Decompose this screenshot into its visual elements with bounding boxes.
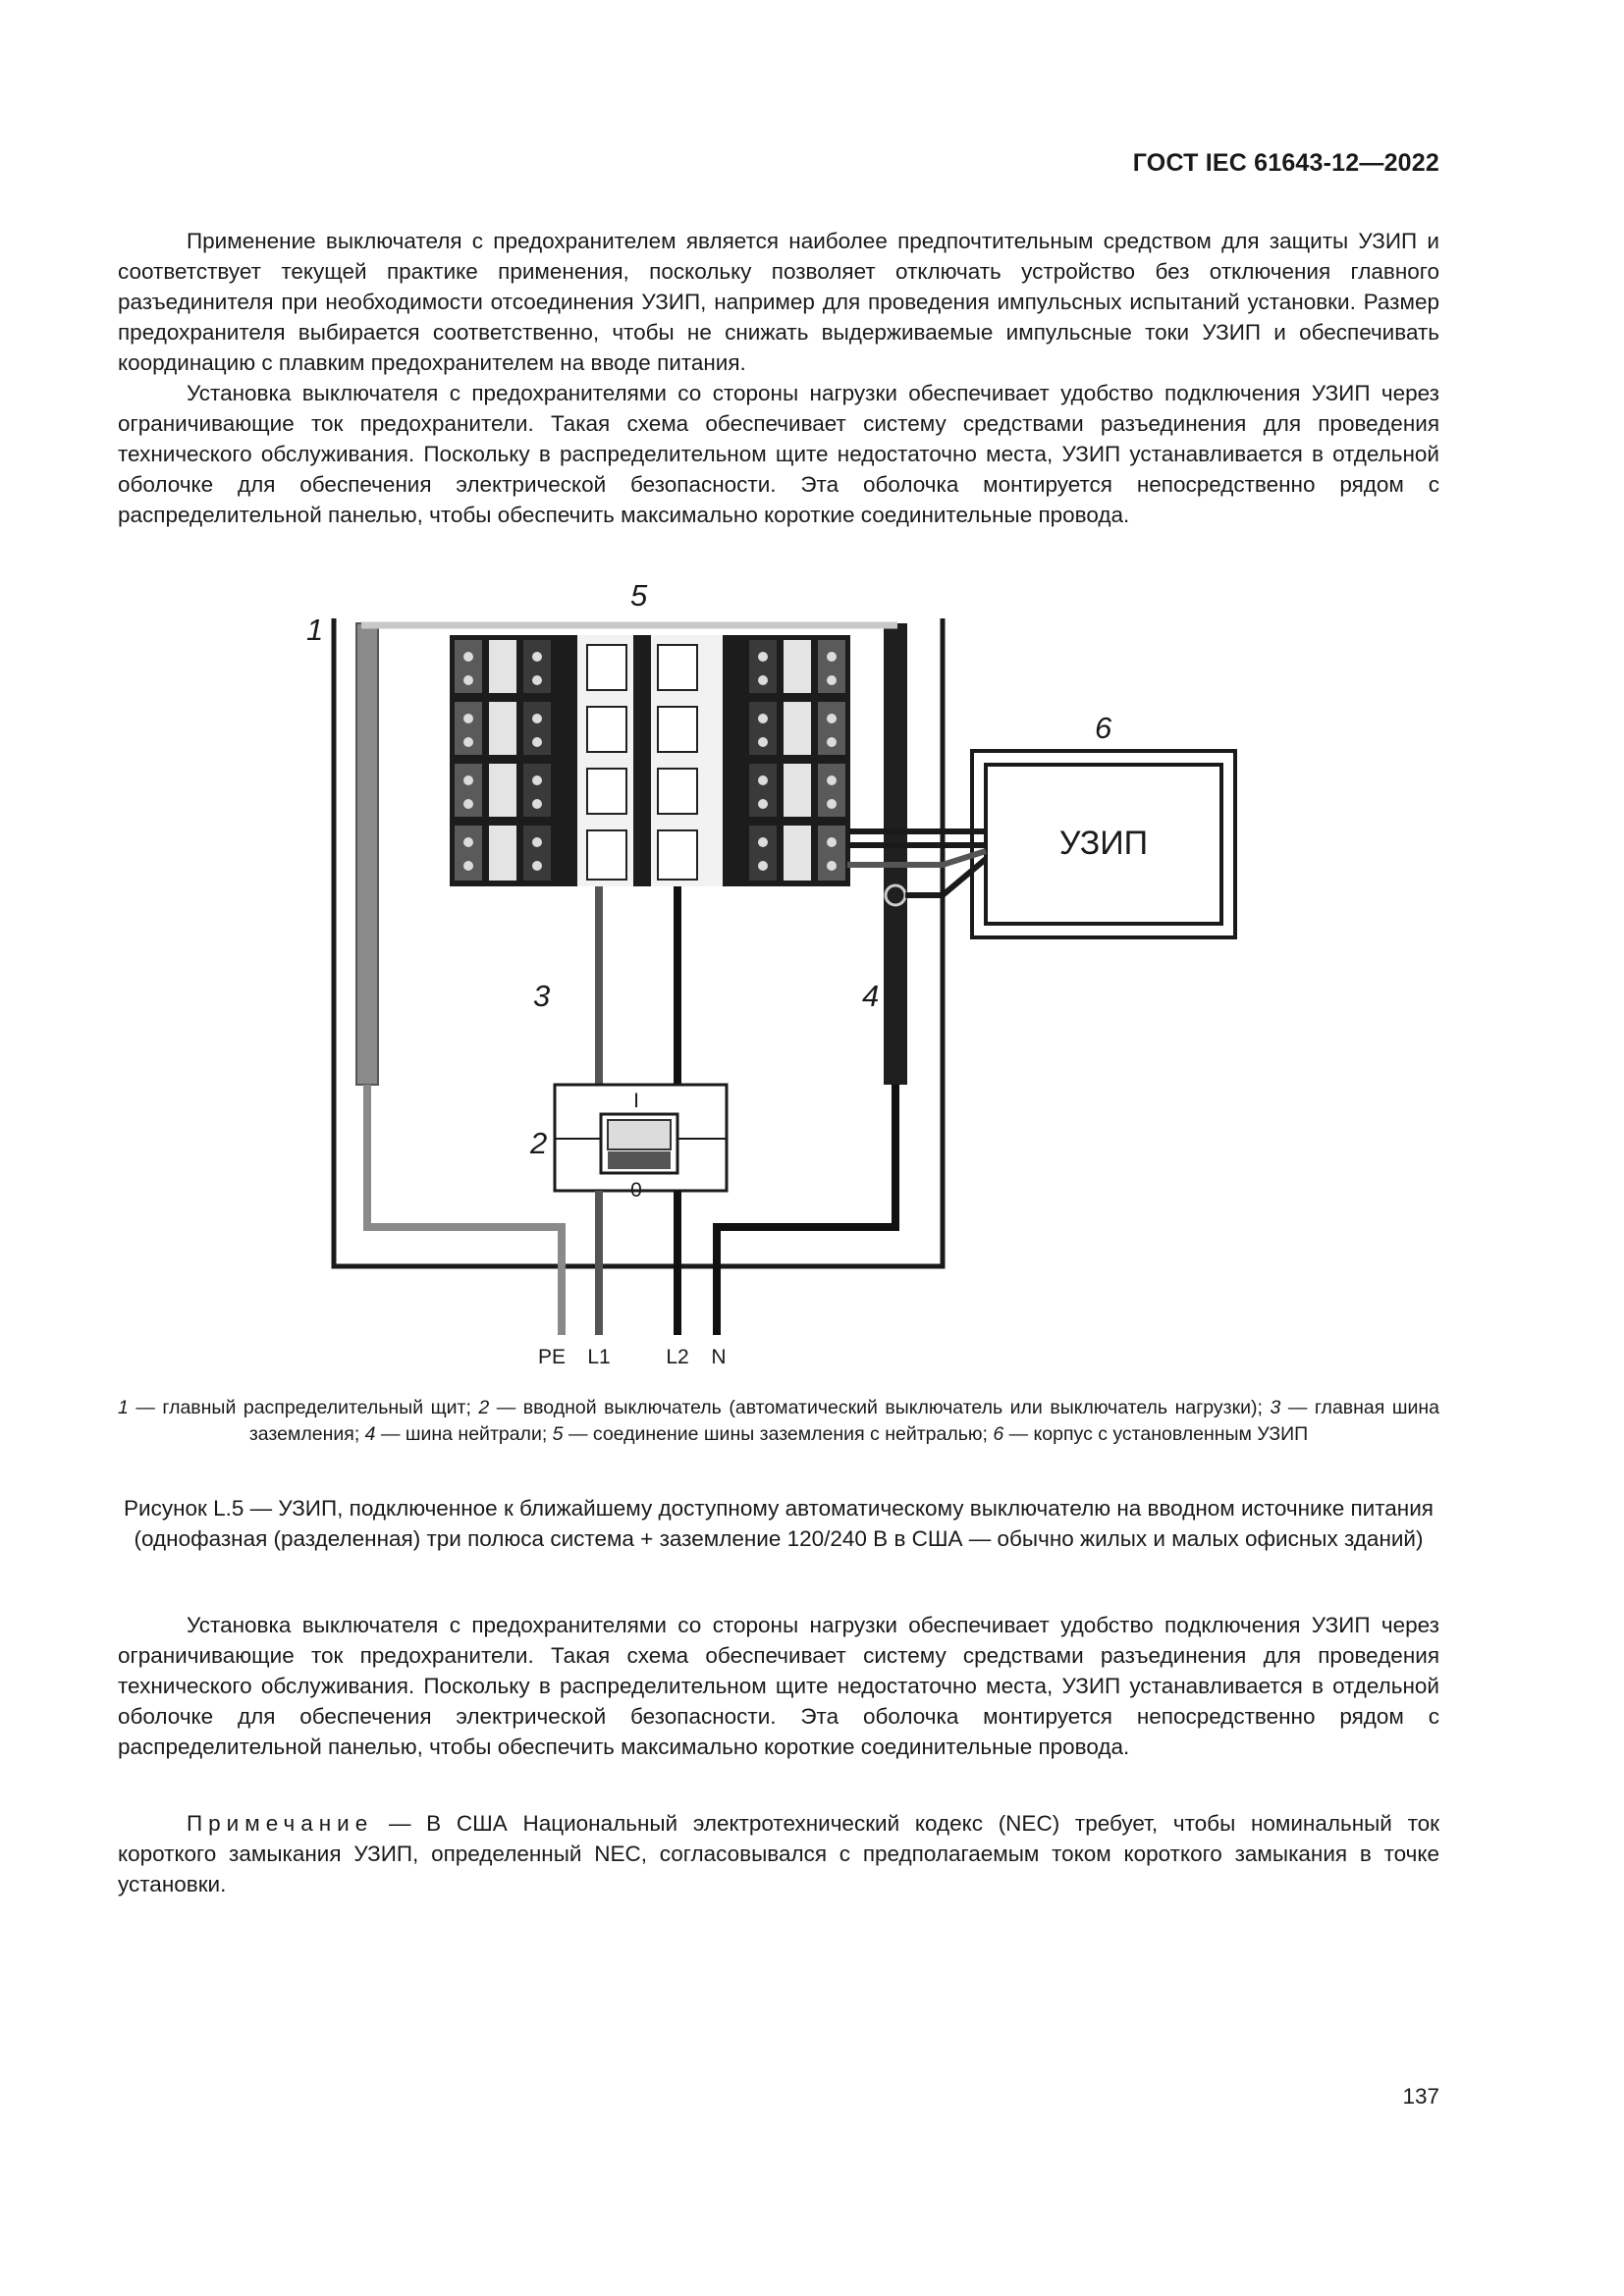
note-paragraph <box>118 1808 1439 1899</box>
document-header: ГОСТ IEC 61643-12—2022 <box>1132 149 1439 177</box>
wiring-diagram-svg <box>295 574 1326 1369</box>
note-label: Примечание <box>187 1811 374 1836</box>
legend-text-5: — соединение шины заземления с нейтралью; <box>563 1423 994 1445</box>
figure-label-4: 4 <box>862 979 880 1013</box>
terminal-l2-label: L2 <box>666 1346 689 1368</box>
paragraph-fuse-switch: Применение выключателя с предохранителем является наиболее предпочтительным средством для защиты УЗИП и соответствует текущей практике применения, поскольку позволяет отключать устройство без отключения главного разъединителя при необходимости отсоединения УЗИП, например для проведения импульсных испытаний установки. Размер предохранителя выбирается соответственно, чтобы не снижать выдерживаемые импульсные токи УЗИП и обеспечивать координацию с плавким предохранителем на вводе питания. <box>118 229 1439 375</box>
wire-n <box>717 1085 895 1335</box>
page-number: 137 <box>1402 2084 1439 2109</box>
figure-label-3: 3 <box>533 979 551 1013</box>
breaker-bus-stab-1 <box>633 635 651 886</box>
legend-num-2: 2 <box>478 1397 490 1418</box>
legend-text-1: — главный распределительный щит; <box>128 1397 479 1418</box>
legend-text-3: — главная шина заземления; <box>248 1397 1439 1445</box>
legend-text-2: — вводной выключатель (автоматический выключатель или выключатель нагрузки); <box>489 1397 1271 1418</box>
figure-legend <box>118 1395 1439 1448</box>
ground-bus-bar <box>356 623 378 1085</box>
terminal-l1-label: L1 <box>587 1346 611 1368</box>
note-text: — В США Национальный электротехнический кодекс (NEC) требует, чтобы номинальный ток короткого замыкания УЗИП, определенный NEC, согласовывался с предполагаемым током короткого замыкания в точке установки. <box>118 1811 1439 1896</box>
legend-num-6: 6 <box>993 1423 1004 1445</box>
legend-num-4: 4 <box>364 1423 376 1445</box>
switch-toggle <box>608 1120 671 1149</box>
main-incoming-switch <box>555 1085 727 1201</box>
figure-label-1: 1 <box>306 613 324 647</box>
terminal-n-label: N <box>711 1346 727 1368</box>
figure-caption: Рисунок L.5 — УЗИП, подключенное к ближайшему доступному автоматическому выключателю на вводном источнике питания (однофазная (разделенная) три полюса система + заземление 120/240 В в США — обычно жилых и малых офисных зданий) <box>124 1496 1434 1551</box>
switch-off-label: 0 <box>630 1179 642 1201</box>
figure-label-6: 6 <box>1095 711 1112 745</box>
legend-text-4: — шина нейтрали; <box>375 1423 553 1445</box>
legend-num-3: 3 <box>1270 1397 1281 1418</box>
neutral-bus-bar <box>884 623 907 1085</box>
figure-wiring-diagram <box>295 574 1326 1369</box>
terminal-pe-label: PE <box>537 1346 567 1368</box>
paragraph-installation-repeat: Установка выключателя с предохранителями со стороны нагрузки обеспечивает удобство подключения УЗИП через ограничивающие ток предохранители. Такая схема обеспечивает систему средствами разъединения для проведения технического обслуживания. Поскольку в распределительном щите недостаточно места, УЗИП устанавливается в отдельной оболочке для обеспечения электрической безопасности. Эта оболочка монтируется непосредственно рядом с распределительной панелью, чтобы обеспечить максимально короткие соединительные провода. <box>118 1613 1439 1759</box>
paragraph-installation: Установка выключателя с предохранителями со стороны нагрузки обеспечивает удобство подключения УЗИП через ограничивающие ток предохранители. Такая схема обеспечивает систему средствами разъединения для проведения технического обслуживания. Поскольку в распределительном щите недостаточно места, УЗИП устанавливается в отдельной оболочке для обеспечения электрической безопасности. Эта оболочка монтируется непосредственно рядом с распределительной панелью, чтобы обеспечить максимально короткие соединительные провода. <box>118 381 1439 527</box>
legend-num-5: 5 <box>552 1423 564 1445</box>
legend-text-6: — корпус с установленным УЗИП <box>1003 1423 1309 1445</box>
spd-label: УЗИП <box>1058 825 1149 862</box>
spd-enclosure <box>972 751 1235 937</box>
wire-spd-3 <box>847 851 986 865</box>
legend-num-1: 1 <box>118 1397 129 1418</box>
switch-toggle-base <box>608 1151 671 1169</box>
figure-label-2: 2 <box>530 1126 548 1160</box>
figure-label-5: 5 <box>630 578 648 613</box>
breaker-panel <box>450 635 850 886</box>
wire-pe <box>367 1085 562 1335</box>
switch-on-label: I <box>633 1090 639 1112</box>
